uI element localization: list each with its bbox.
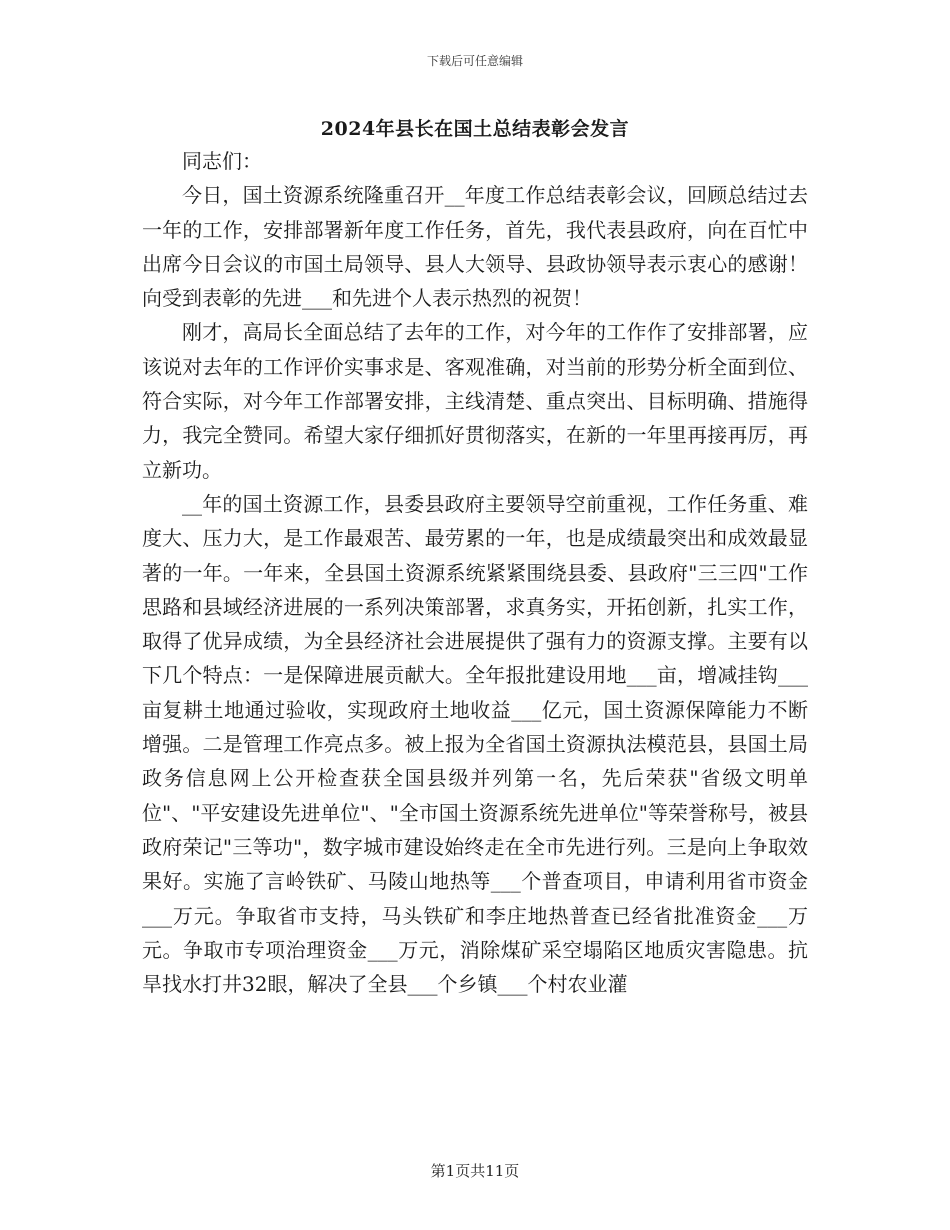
header-note: 下载后可任意编辑 [426, 54, 523, 68]
document-body [142, 144, 808, 1001]
page-number: 第1页共11页 [430, 1162, 520, 1180]
paragraph-3: __年的国土资源工作，县委县政府主要领导空前重视，工作任务重、难度大、压力大，是工作最艰苦、最劳累的一年，也是成绩最突出和成效最显著的一年。一年来，全县国土资源系统紧紧围绕县委、县政府"三三四"工作思路和县域经济进展的一系列决策部署，求真务实，开拓创新，扎实工作，取得了优异成绩，为全县经济社会进展提供了强有力的资源支撑。主要有以下几个特点：一是保障进展贡献大。全年报批建设用地___亩，增减挂钩___亩复耕土地通过验收，实现政府土地收益___亿元，国土资源保障能力不断增强。二是管理工作亮点多。被上报为全省国土资源执法模范县，县国土局政务信息网上公开检查获全国县级并列第一名，先后荣获"省级文明单位"、"平安建设先进单位"、"全市国土资源系统先进单位"等荣誉称号，被县政府荣记"三等功"，数字城市建设始终走在全市先进行列。三是向上争取效果好。实施了言岭铁矿、马陵山地热等___个普查项目，申请利用省市资金___万元。争取省市支持，马头铁矿和李庄地热普查已经省批准资金___万元。争取市专项治理资金___万元，消除煤矿采空塌陷区地质灾害隐患。抗旱找水打井32眼，解决了全县___个乡镇___个村农业灌 [142, 491, 808, 997]
salutation: 同志们： [182, 149, 262, 173]
paragraph-1: 今日，国土资源系统隆重召开__年度工作总结表彰会议，回顾总结过去一年的工作，安排部署新年度工作任务，首先，我代表县政府，向在百忙中出席今日会议的市国土局领导、县人大领导、县政协领导表示衷心的感谢！向受到表彰的先进___和先进个人表示热烈的祝贺！ [142, 183, 808, 311]
document-title: 2024年县长在国土总结表彰会发言 [320, 118, 630, 140]
paragraph-2: 刚才，高局长全面总结了去年的工作，对今年的工作作了安排部署，应该说对去年的工作评价实事求是、客观准确，对当前的形势分析全面到位、符合实际，对今年工作部署安排，主线清楚、重点突出、目标明确、措施得力，我完全赞同。希望大家仔细抓好贯彻落实，在新的一年里再接再厉，再立新功。 [142, 320, 808, 482]
